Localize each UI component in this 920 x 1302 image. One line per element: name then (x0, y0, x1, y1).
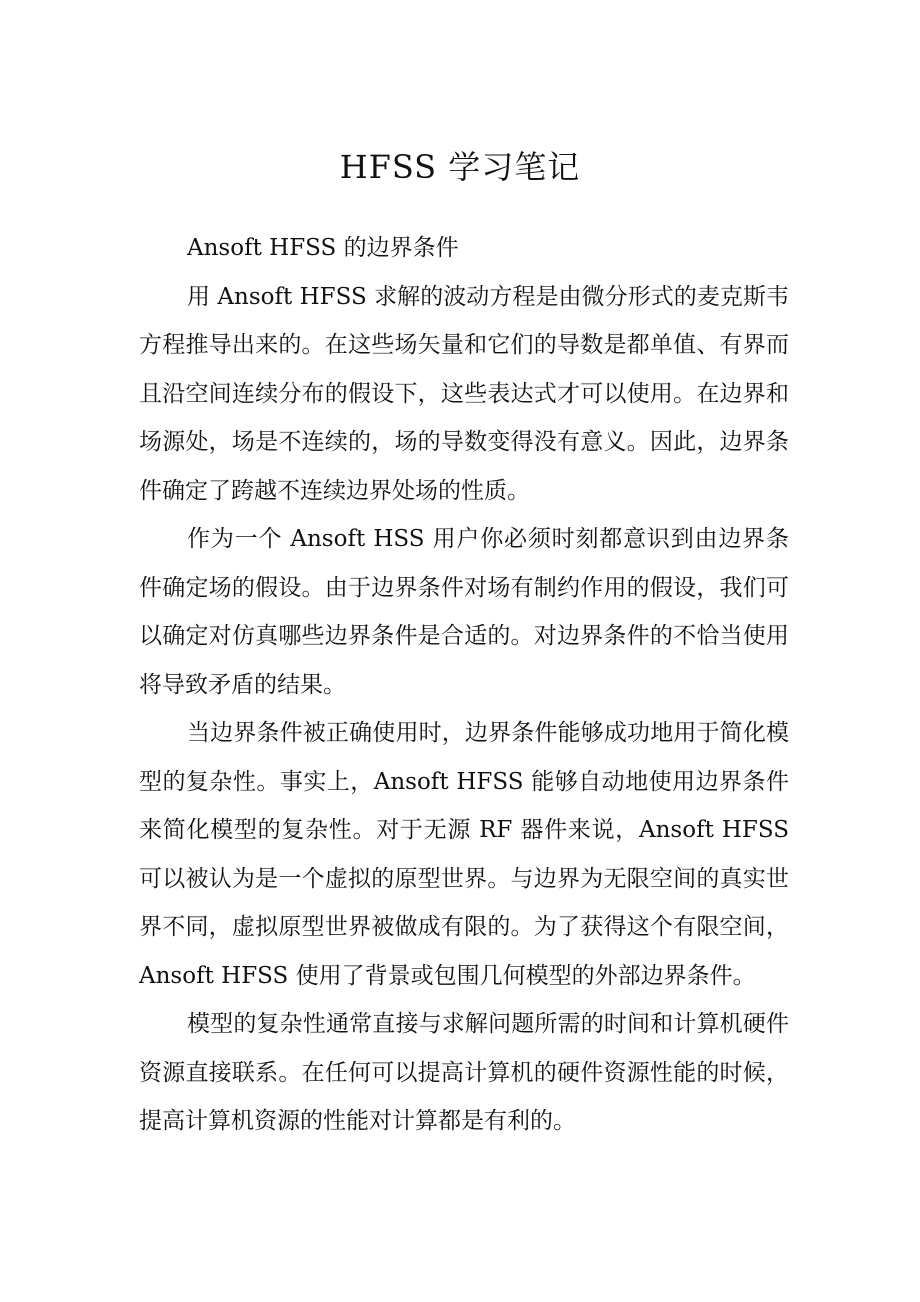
paragraph: 作为一个 Ansoft HSS 用户你必须时刻都意识到由边界条件确定场的假设。由于边界条件对场有制约作用的假设，我们可以确定对仿真哪些边界条件是合适的。对边界条件的不恰当使用将导致矛盾的结果。 (139, 526, 789, 698)
paragraph: 当边界条件被正确使用时，边界条件能够成功地用于简化模型的复杂性。事实上，Ansoft HFSS 能够自动地使用边界条件来简化模型的复杂性。对于无源 RF 器件来说，Ansoft HFSS 可以被认为是一个虚拟的原型世界。与边界为无限空间的真实世界不同，虚拟原型世界被做成有限的。为了获得这个有限空间，Ansoft HFSS 使用了背景或包围几何模型的外部边界条件。 (139, 720, 789, 989)
section-heading: Ansoft HFSS 的边界条件 (187, 235, 459, 261)
page-title: HFSS 学习笔记 (339, 148, 581, 186)
document-body (139, 224, 789, 1146)
paragraph: 用 Ansoft HFSS 求解的波动方程是由微分形式的麦克斯韦方程推导出来的。在这些场矢量和它们的导数是都单值、有界而且沿空间连续分布的假设下，这些表达式才可以使用。在边界和场源处，场是不连续的，场的导数变得没有意义。因此，边界条件确定了跨越不连续边界处场的性质。 (139, 283, 789, 504)
paragraph: 模型的复杂性通常直接与求解问题所需的时间和计算机硬件资源直接联系。在任何可以提高计算机的硬件资源性能的时候，提高计算机资源的性能对计算都是有利的。 (139, 1011, 789, 1134)
